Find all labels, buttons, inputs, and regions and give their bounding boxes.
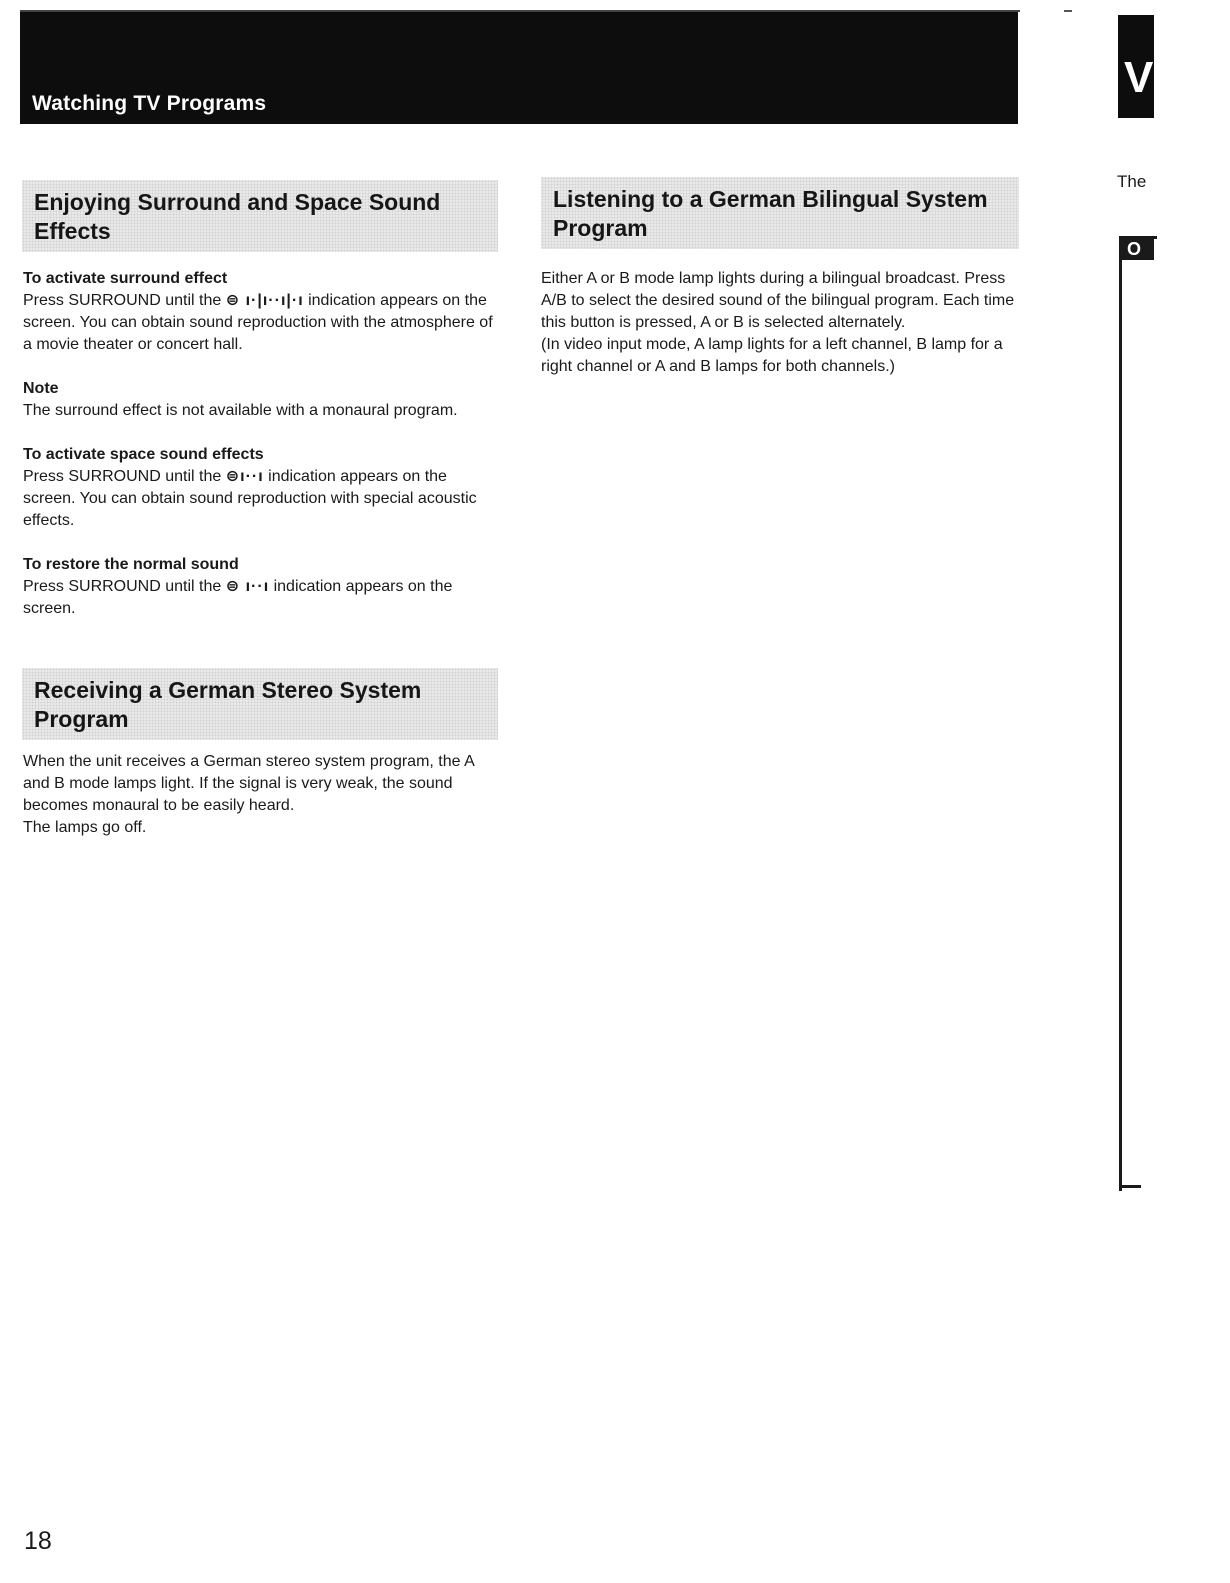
- restore-subheading: To restore the normal sound: [23, 556, 239, 573]
- restore-text-2: indication appears on the screen.: [23, 578, 453, 617]
- next-page-tab-letter: V: [1124, 53, 1154, 102]
- surround-subheading: To activate surround effect: [23, 270, 228, 287]
- stereo-text-2: The lamps go off.: [23, 819, 147, 836]
- space-indicator-icon: ⊜ı··ı: [225, 468, 264, 485]
- space-text-2: indication appears on the screen. You can obtain sound reproduction with special acoustic effects.: [23, 468, 477, 529]
- left-column: [23, 268, 497, 620]
- bilingual-text-1: Either A or B mode lamp lights during a bilingual broadcast. Press A/B to select the desired sound of the bilingual program. Each time this button is pressed, A or B is selected alternately.: [541, 270, 1015, 331]
- surround-paragraph: [23, 290, 497, 356]
- section-title: Watching TV Programs: [32, 92, 267, 115]
- corner-mark: [1064, 10, 1072, 12]
- stereo-text-1: When the unit receives a German stereo system program, the A and B mode lamps light. If the signal is very weak, the sound becomes monaural to be easily heard.: [23, 753, 474, 814]
- next-page-tab: [1118, 15, 1154, 118]
- header-bar: [20, 12, 1018, 124]
- next-page-box: [1119, 236, 1157, 1191]
- bilingual-heading: Listening to a German Bilingual System Program: [541, 177, 1019, 249]
- space-text-1: Press SURROUND until the: [23, 468, 222, 485]
- stereo-heading: Receiving a German Stereo System Program: [22, 668, 498, 740]
- surround-text-2: indication appears on the screen. You can obtain sound reproduction with the atmosphere of a movie theater or concert hall.: [23, 292, 493, 353]
- restore-paragraph: [23, 576, 497, 620]
- note-subheading: Note: [23, 380, 59, 397]
- next-page-box-bottom: [1119, 1185, 1141, 1188]
- next-page-mini-label: O: [1121, 238, 1154, 260]
- bilingual-text-2: (In video input mode, A lamp lights for a left channel, B lamp for a right channel or A and B lamps for both channels.): [541, 336, 1003, 375]
- next-page-word: The: [1117, 172, 1147, 191]
- right-column: [541, 268, 1019, 378]
- space-paragraph: [23, 466, 497, 532]
- space-subheading: To activate space sound effects: [23, 446, 264, 463]
- surround-indicator-icon: ⊜ ı·|ı··ı|·ı: [225, 292, 304, 309]
- surround-text-1: Press SURROUND until the: [23, 292, 222, 309]
- restore-indicator-icon: ⊜ ı··ı: [225, 578, 270, 595]
- restore-text-1: Press SURROUND until the: [23, 578, 222, 595]
- note-text: The surround effect is not available with a monaural program.: [23, 402, 458, 419]
- page-number: 18: [24, 1527, 52, 1555]
- stereo-section: [23, 751, 497, 839]
- surround-heading: Enjoying Surround and Space Sound Effects: [22, 180, 498, 252]
